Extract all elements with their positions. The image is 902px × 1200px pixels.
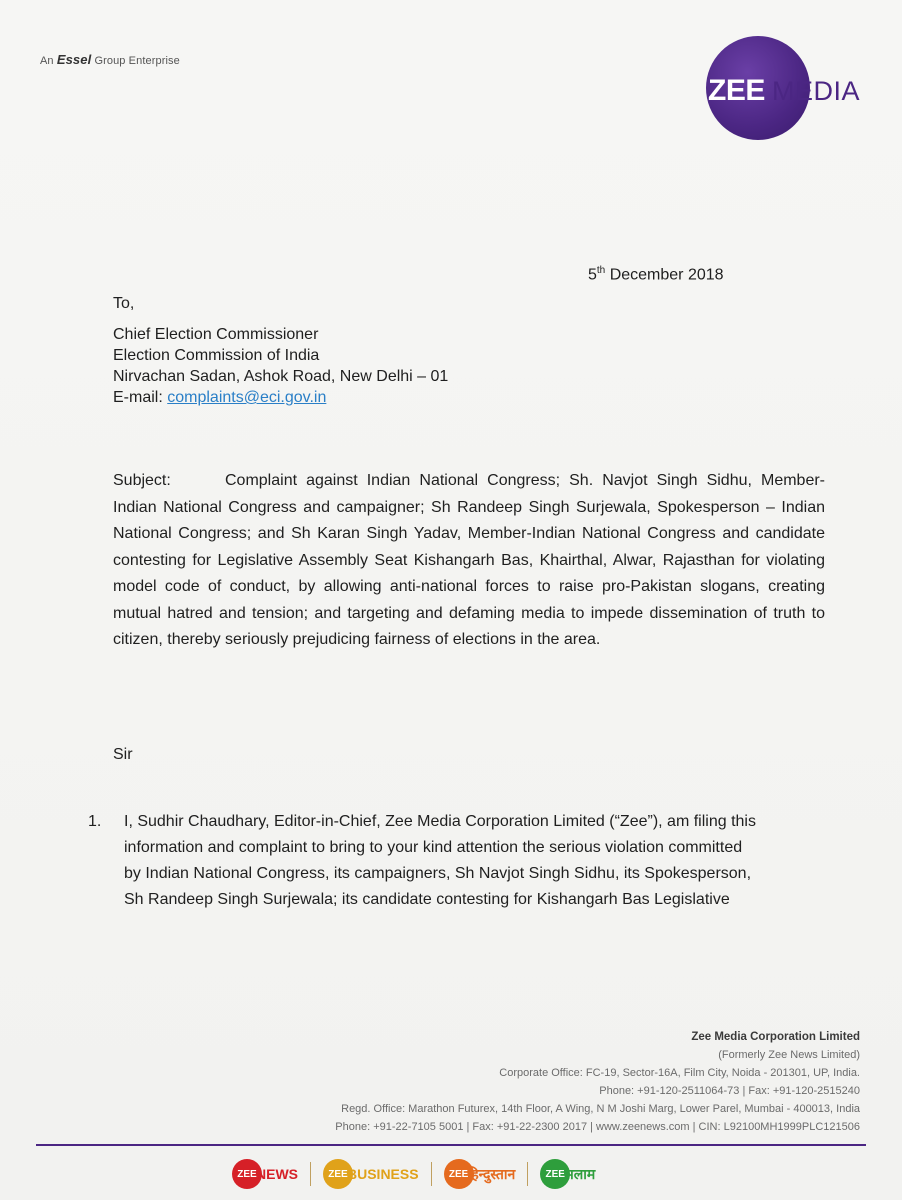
registered-office: Regd. Office: Marathon Futurex, 14th Floor, A Wing, N M Joshi Marg, Lower Parel, Mumbai - 400013, India — [341, 1103, 860, 1115]
corporation-name: Zee Media Corporation Limited — [691, 1031, 860, 1043]
date-suffix: th — [596, 265, 606, 276]
date-day: 5 — [588, 266, 597, 284]
essel-suffix: Group Enterprise — [94, 55, 180, 67]
brand-zee-salaam-logo — [540, 1159, 595, 1189]
brand-name: BUSINESS — [347, 1166, 419, 1182]
brand-zee-hindustan-logo — [444, 1159, 516, 1189]
formerly-name: (Formerly Zee News Limited) — [718, 1049, 860, 1061]
address-line: Nirvachan Sadan, Ashok Road, New Delhi – 01 — [113, 368, 449, 385]
essel-logo-mark: Essel — [56, 52, 92, 67]
brand-name: सलाम — [564, 1165, 596, 1182]
corporate-phone-fax: Phone: +91-120-2511064-73 | Fax: +91-120-2515240 — [599, 1085, 860, 1097]
media-logo-word: MEDIA — [772, 76, 861, 106]
registered-phone-fax: Phone: +91-22-7105 5001 | Fax: +91-22-2300 2017 | www.zeenews.com | CIN: L92100MH1999PLC121506 — [335, 1121, 860, 1133]
recipient-address — [113, 324, 448, 408]
brand-separator — [431, 1162, 432, 1186]
email-link[interactable]: complaints@eci.gov.in — [167, 389, 327, 406]
brand-separator — [527, 1162, 528, 1186]
subject-text: Complaint against Indian National Congress; Sh. Navjot Singh Sidhu, Member-Indian National Congress and campaigner; Sh Randeep Singh Surjewala, Spokesperson – Indian National Congress; and Sh Karan Singh Yadav, Member-Indian National Congress and candidate contesting for Legislative Assembly Seat Kishangarh Bas, Khairthal, Alwar, Rajasthan for violating model code of conduct, by allowing anti-national forces to raise pro-Pakistan slogans, creating mutual hatred and tension; and targeting and defaming media to impede dissemination of truth to citizen, thereby seriously prejudicing fairness of elections in the area. — [113, 472, 825, 648]
paragraph-number: 1. — [88, 813, 102, 830]
brand-dot: ZEE — [540, 1159, 570, 1189]
essel-prefix: An — [40, 55, 54, 67]
salutation: Sir — [113, 746, 133, 763]
letterhead-footer — [335, 1028, 860, 1136]
essel-group-tagline — [40, 52, 180, 67]
email-line — [113, 387, 448, 408]
address-line: Chief Election Commissioner — [113, 326, 319, 343]
brand-logos — [232, 1156, 595, 1192]
brand-dot: ZEE — [323, 1159, 353, 1189]
brand-zee-news-logo — [232, 1159, 298, 1189]
date-month-year: December 2018 — [609, 266, 724, 284]
paragraph-line: Sh Randeep Singh Surjewala; its candidate contesting for Kishangarh Bas Legislative — [124, 891, 730, 908]
brand-name: NEWS — [256, 1166, 298, 1182]
corporate-office: Corporate Office: FC-19, Sector-16A, Film City, Noida - 201301, UP, India. — [499, 1067, 860, 1079]
brand-separator — [310, 1162, 311, 1186]
letter-date — [588, 265, 724, 284]
brand-zee-business-logo — [323, 1159, 419, 1189]
brand-dot: ZEE — [444, 1159, 474, 1189]
paragraph-line: information and complaint to bring to your kind attention the serious violation committed — [124, 839, 743, 856]
paragraph-line: by Indian National Congress, its campaigners, Sh Navjot Singh Sidhu, its Spokesperson, — [124, 865, 752, 882]
brand-dot: ZEE — [232, 1159, 262, 1189]
paragraph-text — [124, 809, 828, 913]
address-line: Election Commission of India — [113, 347, 320, 364]
paragraph-1 — [88, 809, 828, 913]
subject-block — [113, 468, 825, 654]
paragraph-line: I, Sudhir Chaudhary, Editor-in-Chief, Zee Media Corporation Limited (“Zee”), am filing this — [124, 813, 756, 830]
footer-divider — [36, 1144, 866, 1146]
brand-name: हिन्दुस्तान — [467, 1165, 516, 1182]
to-line: To, — [113, 295, 135, 312]
zee-media-logo — [700, 30, 880, 140]
subject-label: Subject: — [113, 472, 171, 489]
email-label: E-mail: — [113, 389, 163, 406]
zee-logo-word: ZEE — [708, 74, 765, 107]
